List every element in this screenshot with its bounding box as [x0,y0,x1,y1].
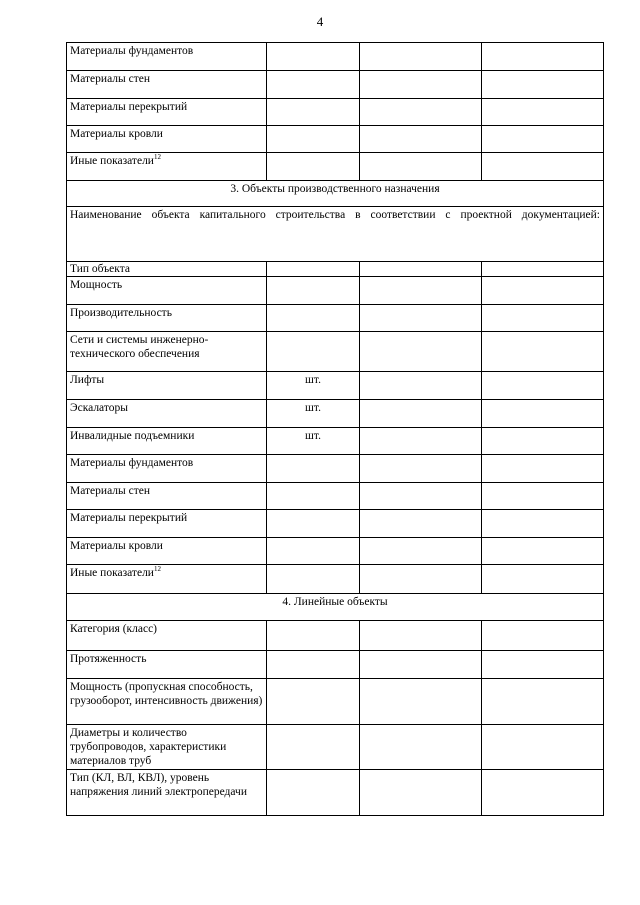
table-row [67,679,604,725]
row-label: Иные показатели$^{12}$ [67,565,267,594]
row-label: Материалы кровли [67,126,267,153]
row-label: Мощность [67,277,267,305]
unit-cell: шт. [267,400,360,428]
page-number: 4 [316,14,324,29]
value-cell[interactable] [482,262,604,277]
table-row [67,126,604,153]
value-cell[interactable] [482,510,604,538]
value-cell[interactable] [482,305,604,332]
table-row [67,651,604,679]
table-row [67,621,604,651]
unit-cell [267,455,360,483]
value-cell[interactable] [360,153,482,181]
value-cell[interactable] [482,126,604,153]
value-cell[interactable] [482,71,604,99]
row-label: Материалы кровли [67,538,267,565]
value-cell[interactable] [360,305,482,332]
row-label: Материалы стен [67,483,267,510]
table-row [67,262,604,277]
unit-cell [267,71,360,99]
value-cell[interactable] [360,400,482,428]
value-cell[interactable] [360,651,482,679]
table-row [67,565,604,594]
value-cell[interactable] [360,126,482,153]
value-cell[interactable] [482,277,604,305]
unit-cell [267,99,360,126]
value-cell[interactable] [482,679,604,725]
table-row [67,770,604,816]
unit-cell [267,305,360,332]
value-cell[interactable] [482,565,604,594]
section-header-row [67,181,604,207]
row-label: Лифты [67,372,267,400]
row-label: Иные показатели$^{12}$ [67,153,267,181]
table-row [67,71,604,99]
table-row [67,305,604,332]
row-label: Тип объекта [67,262,267,277]
value-cell[interactable] [360,428,482,455]
value-cell[interactable] [360,510,482,538]
value-cell[interactable] [360,538,482,565]
unit-cell [267,679,360,725]
section-4-title: 4. Линейные объекты [67,594,604,621]
value-cell[interactable] [360,565,482,594]
row-label: Материалы перекрытий [67,510,267,538]
row-label: Инвалидные подъемники [67,428,267,455]
unit-cell [267,43,360,71]
value-cell[interactable] [482,621,604,651]
value-cell[interactable] [360,679,482,725]
table-row [67,725,604,770]
unit-cell [267,770,360,816]
unit-cell [267,538,360,565]
row-label: Протяженность [67,651,267,679]
value-cell[interactable] [482,400,604,428]
unit-cell [267,126,360,153]
indicators-table [66,42,604,816]
row-label: Сети и системы инженерно-технического обеспечения [67,332,267,372]
value-cell[interactable] [482,99,604,126]
value-cell[interactable] [360,43,482,71]
unit-cell [267,262,360,277]
unit-cell [267,621,360,651]
value-cell[interactable] [360,262,482,277]
table-row [67,510,604,538]
table-row [67,372,604,400]
value-cell[interactable] [482,538,604,565]
value-cell[interactable] [482,770,604,816]
table-row [67,538,604,565]
table-row [67,332,604,372]
row-label: Эскалаторы [67,400,267,428]
section-3-title: 3. Объекты производственного назначения [67,181,604,207]
value-cell[interactable] [482,332,604,372]
value-cell[interactable] [360,71,482,99]
value-cell[interactable] [360,483,482,510]
value-cell[interactable] [360,99,482,126]
row-label: Категория (класс) [67,621,267,651]
row-label: Материалы фундаментов [67,455,267,483]
value-cell[interactable] [360,621,482,651]
unit-cell [267,565,360,594]
value-cell[interactable] [482,725,604,770]
table-row [67,483,604,510]
unit-cell [267,277,360,305]
table-row [67,43,604,71]
value-cell[interactable] [360,725,482,770]
row-label: Материалы фундаментов [67,43,267,71]
table-row [67,153,604,181]
unit-cell [267,510,360,538]
row-label: Материалы стен [67,71,267,99]
object-name-field[interactable]: Наименование объекта капитального строительства в соответствии с проектной документацией: [67,207,604,262]
value-cell[interactable] [360,455,482,483]
row-label: Мощность (пропускная способность, грузооборот, интенсивность движения) [67,679,267,725]
value-cell[interactable] [482,651,604,679]
section-header-row [67,594,604,621]
value-cell[interactable] [482,43,604,71]
table-row [67,400,604,428]
unit-cell: шт. [267,428,360,455]
value-cell[interactable] [482,153,604,181]
unit-cell [267,483,360,510]
value-cell[interactable] [482,455,604,483]
value-cell[interactable] [360,277,482,305]
row-label: Тип (КЛ, ВЛ, КВЛ), уровень напряжения линий электропередачи [67,770,267,816]
value-cell[interactable] [482,483,604,510]
unit-cell [267,153,360,181]
table-row [67,277,604,305]
value-cell[interactable] [482,428,604,455]
unit-cell [267,332,360,372]
unit-cell [267,651,360,679]
row-label: Материалы перекрытий [67,99,267,126]
unit-cell: шт. [267,372,360,400]
value-cell[interactable] [360,372,482,400]
row-label: Производительность [67,305,267,332]
value-cell[interactable] [360,770,482,816]
table-row [67,455,604,483]
value-cell[interactable] [360,332,482,372]
row-label: Диаметры и количество трубопроводов, характеристики материалов труб [67,725,267,770]
table-row [67,428,604,455]
value-cell[interactable] [482,372,604,400]
table-row [67,99,604,126]
table-row [67,207,604,262]
unit-cell [267,725,360,770]
